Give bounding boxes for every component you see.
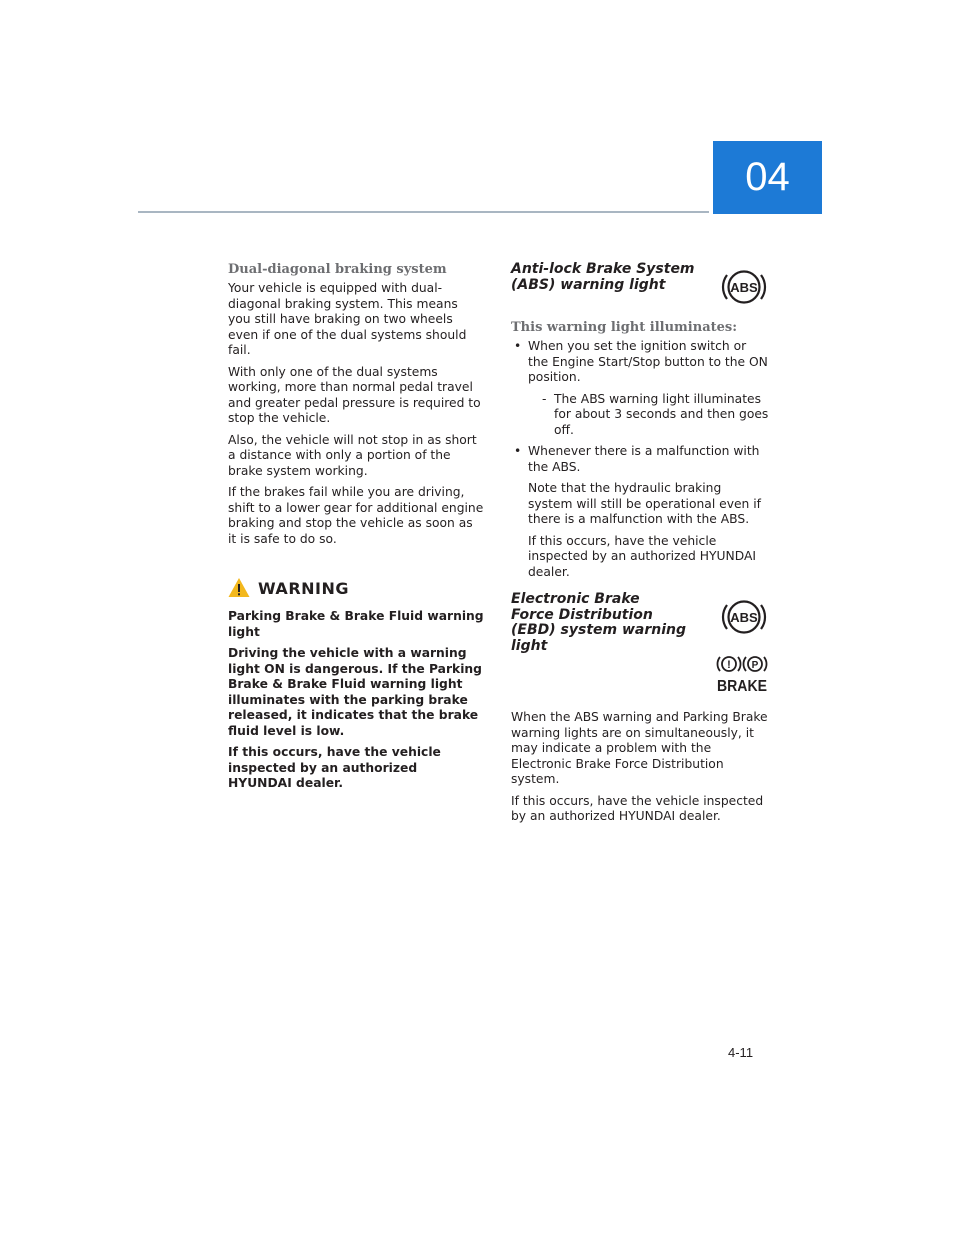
brake-excl-label: ! (727, 659, 731, 671)
ebd-paragraph-1: When the ABS warning and Parking Brake warning lights are on simultaneously, it may indicate a problem with the Electronic Brake Force Distribution system. (511, 710, 768, 786)
ebd-section-header (511, 592, 769, 698)
dual-braking-heading: Dual-diagonal braking system (228, 262, 447, 277)
brake-warning-icon (715, 652, 769, 694)
warning-paragraph-2: Driving the vehicle with a warning light ON is dangerous. If the Parking Brake & Brake Fluid warning light illuminates with the parking brake released, it indicates that the brake fluid level is low. (228, 646, 482, 738)
right-column (511, 262, 769, 831)
abs-icon-label: ABS (730, 280, 758, 295)
abs-indicator (719, 262, 769, 316)
abs-warning-icon (719, 592, 769, 642)
abs-title: Anti-lock Brake System (ABS) warning light (511, 261, 695, 293)
abs-bullet-2: Whenever there is a malfunction with the ABS. (528, 444, 760, 474)
header-rule (138, 211, 709, 213)
left-column (228, 262, 484, 798)
warning-body (228, 609, 484, 792)
abs-subheading: This warning light illuminates: (511, 320, 738, 335)
dual-paragraph-3: Also, the vehicle will not stop in as short a distance with only a portion of the brake system working. (228, 432, 477, 478)
abs-bullet-2-dealer: If this occurs, have the vehicle inspected by an authorized HYUNDAI dealer. (528, 533, 757, 579)
brake-icon-label: BRAKE (717, 678, 768, 694)
abs-bullet-1: When you set the ignition switch or the Engine Start/Stop button to the ON position. (528, 339, 768, 384)
warning-paragraph-3: If this occurs, have the vehicle inspected by an authorized HYUNDAI dealer. (228, 745, 441, 790)
ebd-indicators (715, 592, 769, 698)
dual-paragraph-4: If the brakes fail while you are driving, shift to a lower gear for additional engine braking and stop the vehicle as soon as it is safe to do so. (228, 485, 484, 546)
list-item (511, 339, 769, 438)
warning-header (228, 577, 484, 599)
dual-paragraph-2: With only one of the dual systems working, more than normal pedal travel and greater pedal pressure is required to stop the vehicle. (228, 364, 481, 425)
abs-section-header (511, 262, 769, 316)
abs-bullet-2-note: Note that the hydraulic braking system will still be operational even if there is a malfunction with the ABS. (528, 481, 762, 526)
abs-bullet-1-sub: - The ABS warning light illuminates for about 3 seconds and then goes off. (542, 392, 769, 439)
list-item (511, 444, 769, 580)
ebd-paragraph-2: If this occurs, have the vehicle inspected by an authorized HYUNDAI dealer. (511, 793, 764, 823)
page-number: 4-11 (728, 1045, 754, 1060)
dual-paragraph-1: Your vehicle is equipped with dual-diagonal braking system. This means you still have braking on two wheels even if one of the dual systems should fail. (228, 281, 467, 357)
ebd-abs-icon-label: ABS (730, 610, 758, 625)
abs-warning-icon (719, 262, 769, 312)
chapter-tab: 04 (713, 141, 822, 214)
ebd-title: Electronic Brake Force Distribution (EBD) system warning light (511, 591, 687, 654)
warning-paragraph-1: Parking Brake & Brake Fluid warning light (228, 609, 484, 639)
warning-title: WARNING (258, 578, 349, 598)
abs-list (511, 339, 769, 580)
warning-triangle-icon (228, 577, 250, 599)
brake-p-label: P (751, 660, 759, 671)
